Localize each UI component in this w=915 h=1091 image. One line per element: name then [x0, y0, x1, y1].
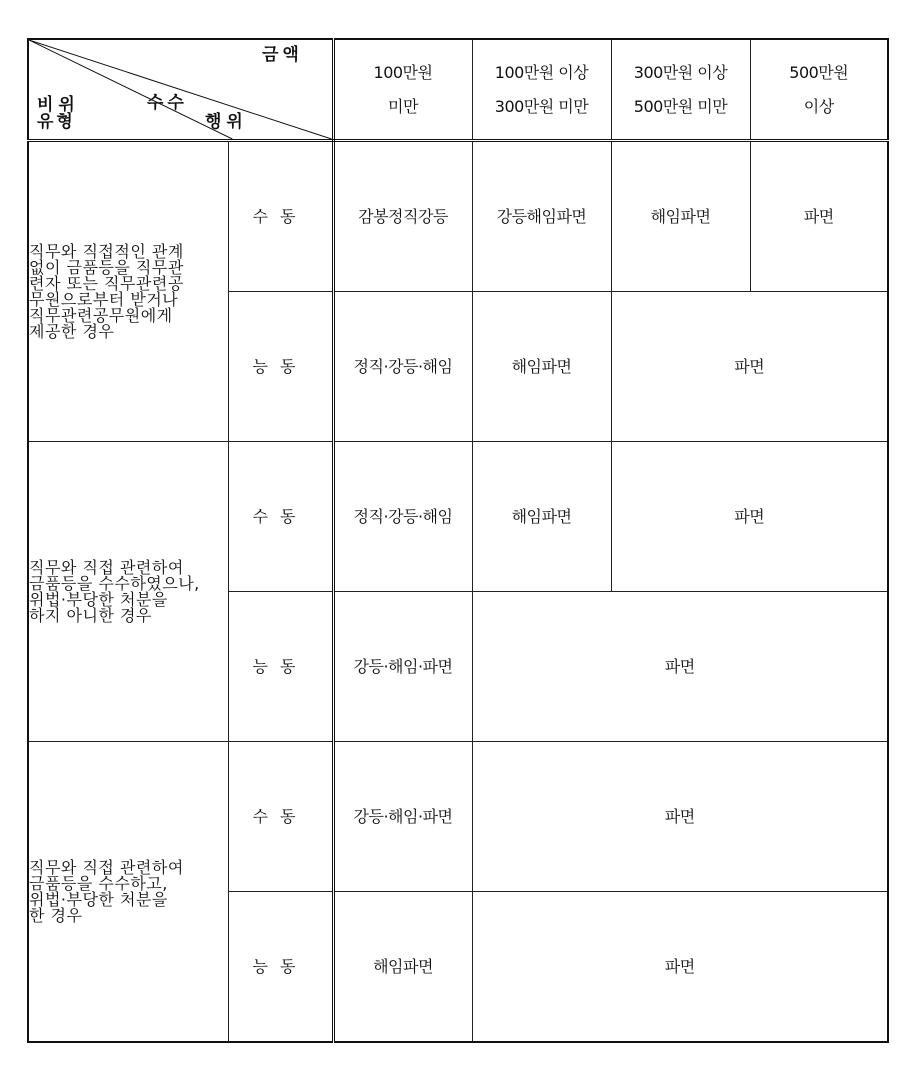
act-active: 능동 — [228, 292, 333, 442]
act-active: 능동 — [228, 892, 333, 1043]
penalty-cell: 파면 — [611, 292, 888, 442]
penalty-cell: 강등해임파면 — [472, 141, 611, 292]
act-passive: 수동 — [228, 141, 333, 292]
violation-type-1: 직무와 직접적인 관계 없이 금품등을 직무관 련자 또는 직무관련공 무원으로부터 받거나 직무관련공무원에게 제공한 경우 — [28, 141, 228, 442]
penalty-cell: 정직·강등·해임 — [333, 292, 472, 442]
amount-header-2: 100만원 이상 300만원 미만 — [472, 39, 611, 141]
penalty-cell: 해임파면 — [472, 292, 611, 442]
act-passive: 수동 — [228, 742, 333, 892]
type-label-1: 비위 — [37, 95, 80, 115]
violation-type-3: 직무와 직접 관련하여 금품등을 수수하고, 위법·부당한 처분을 한 경우 — [28, 742, 228, 1043]
penalty-cell: 파면 — [472, 892, 888, 1043]
violation-type-2: 직무와 직접 관련하여 금품등을 수수하였으나, 위법·부당한 처분을 하지 아니한 경우 — [28, 442, 228, 742]
amount-header-3: 300만원 이상 500만원 미만 — [611, 39, 750, 141]
penalty-cell: 파면 — [472, 592, 888, 742]
penalty-cell: 감봉정직강등 — [333, 141, 472, 292]
amount-label: 금액 — [262, 45, 303, 65]
type-label-2: 유형 — [37, 112, 76, 132]
penalty-cell: 파면 — [750, 141, 888, 292]
table-row — [28, 442, 888, 592]
penalty-cell: 강등·해임·파면 — [333, 742, 472, 892]
penalty-cell: 해임파면 — [611, 141, 750, 292]
penalty-cell: 파면 — [472, 742, 888, 892]
act-active: 능동 — [228, 592, 333, 742]
penalty-cell: 해임파면 — [472, 442, 611, 592]
penalty-cell: 해임파면 — [333, 892, 472, 1043]
amount-header-4: 500만원 이상 — [750, 39, 888, 141]
penalty-cell: 파면 — [611, 442, 888, 592]
penalty-cell: 정직·강등·해임 — [333, 442, 472, 592]
header-row — [28, 39, 888, 141]
diagonal-header-cell — [28, 39, 333, 141]
act-label-2: 행위 — [205, 112, 248, 132]
table-row — [28, 141, 888, 292]
penalty-cell: 강등·해임·파면 — [333, 592, 472, 742]
act-passive: 수동 — [228, 442, 333, 592]
table-row — [28, 742, 888, 892]
act-label-1: 수수 — [147, 93, 188, 113]
amount-header-1: 100만원 미만 — [333, 39, 472, 141]
penalty-table — [27, 38, 889, 1043]
